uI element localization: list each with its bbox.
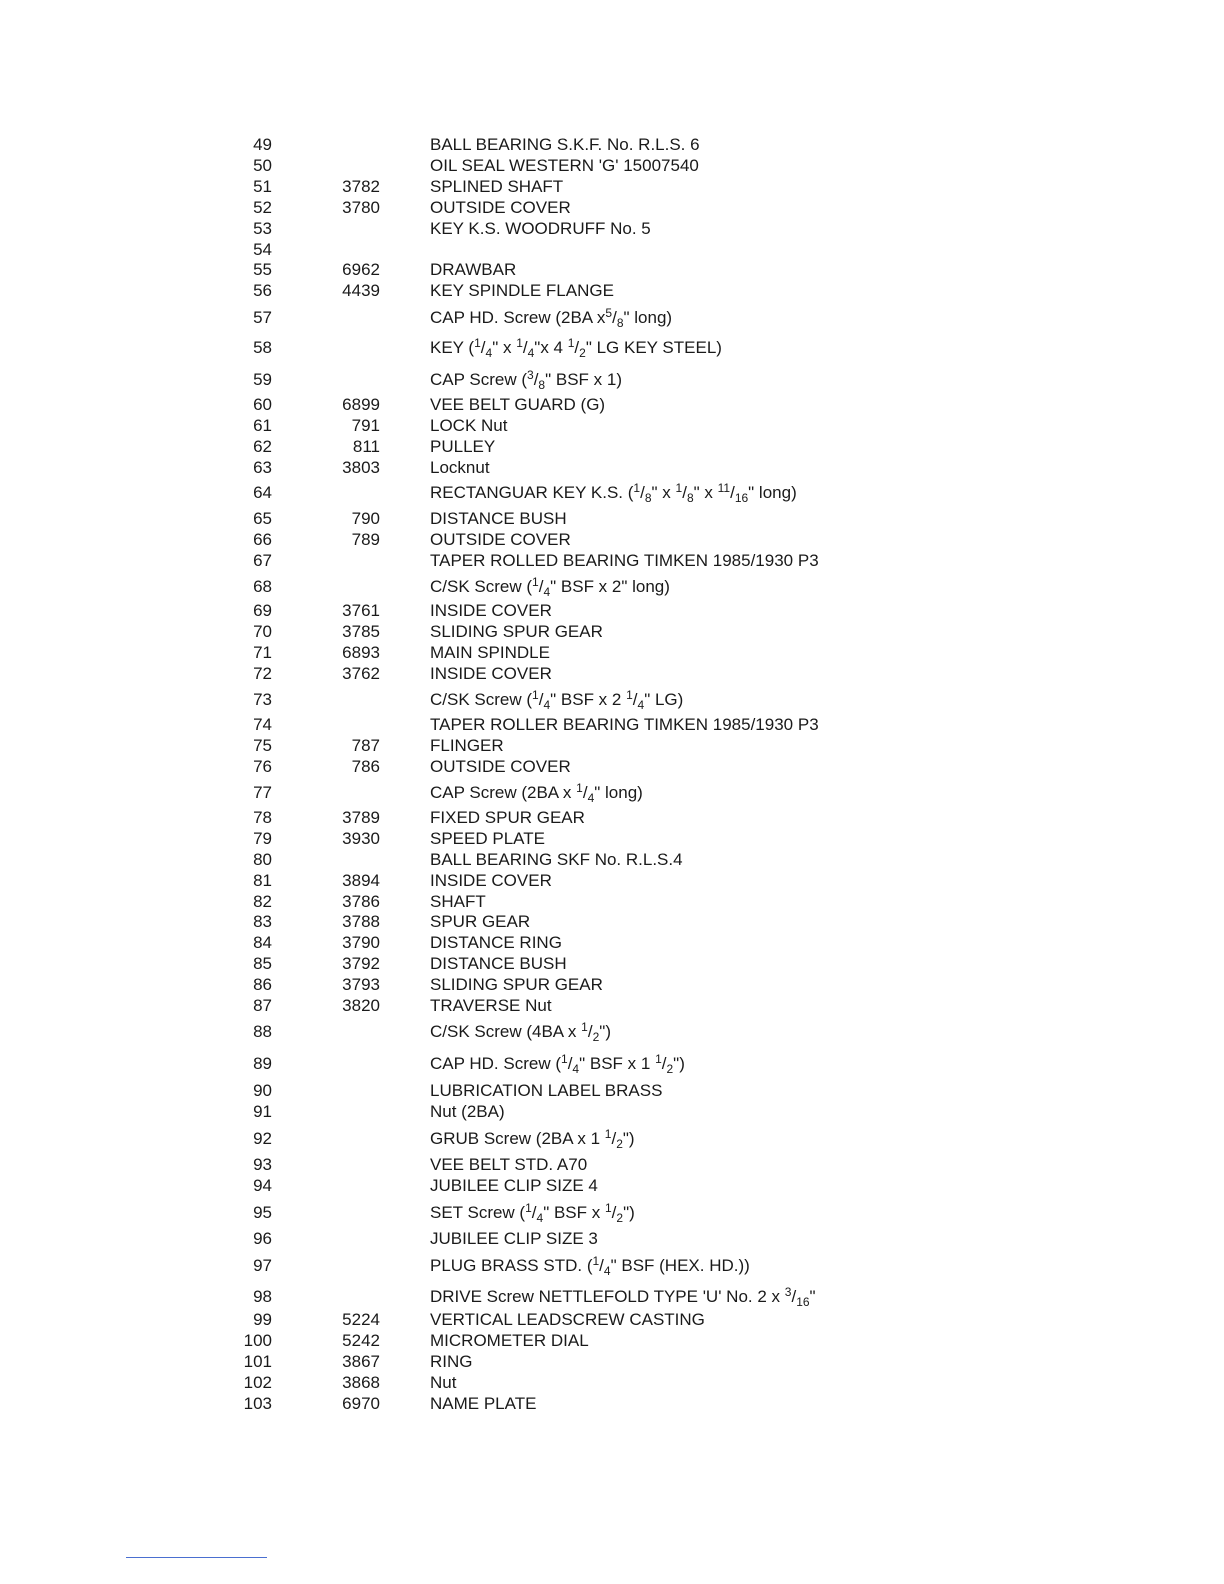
part-number: 6970 [342, 1394, 380, 1413]
part-number: 787 [351, 736, 380, 755]
item-number: 70 [253, 622, 272, 641]
part-description: OIL SEAL WESTERN 'G' 15007540 [430, 156, 699, 175]
part-description: TAPER ROLLER BEARING TIMKEN 1985/1930 P3 [430, 715, 819, 734]
item-number: 80 [253, 850, 272, 869]
part-number: 3786 [342, 892, 380, 911]
part-description: CAP HD. Screw ($^1/_4$" BSF x 1 $^1/_2$") [430, 1052, 685, 1076]
item-number: 84 [253, 933, 272, 952]
part-number: 6893 [342, 643, 380, 662]
parts-row [0, 240, 1224, 260]
parts-row [0, 509, 1224, 529]
parts-row [0, 1199, 1224, 1227]
parts-row [0, 135, 1224, 155]
part-description: Locknut [430, 458, 490, 477]
item-number: 61 [253, 416, 272, 435]
part-description: MICROMETER DIAL [430, 1331, 589, 1350]
part-description: PULLEY [430, 437, 496, 456]
part-description: CAP Screw (2BA x $^1/_4$" long) [430, 781, 643, 805]
part-description: DISTANCE BUSH [430, 509, 567, 528]
part-number: 3789 [342, 808, 380, 827]
item-number: 76 [253, 757, 272, 776]
part-description: DISTANCE BUSH [430, 954, 567, 973]
part-description: INSIDE COVER [430, 871, 552, 890]
part-description: SPLINED SHAFT [430, 177, 564, 196]
part-number: 3762 [342, 664, 380, 683]
part-number: 3785 [342, 622, 380, 641]
item-number: 56 [253, 281, 272, 300]
parts-row [0, 530, 1224, 550]
parts-row [0, 260, 1224, 280]
part-description: VERTICAL LEADSCREW CASTING [430, 1310, 705, 1329]
item-number: 100 [243, 1331, 272, 1350]
parts-row [0, 736, 1224, 756]
part-number: 3867 [342, 1352, 380, 1371]
part-description: BALL BEARING SKF No. R.L.S.4 [430, 850, 683, 869]
part-number: 3788 [342, 912, 380, 931]
parts-row [0, 850, 1224, 870]
part-number: 3820 [342, 996, 380, 1015]
parts-row [0, 1352, 1224, 1372]
parts-row [0, 551, 1224, 571]
item-number: 52 [253, 198, 272, 217]
part-description: DRIVE Screw NETTLEFOLD TYPE 'U' No. 2 x $^3/_{16}$" [430, 1285, 816, 1309]
item-number: 73 [253, 690, 272, 709]
parts-row [0, 1155, 1224, 1175]
item-number: 67 [253, 551, 272, 570]
part-number: 3780 [342, 198, 380, 217]
part-description: LUBRICATION LABEL BRASS [430, 1081, 663, 1100]
parts-row [0, 1331, 1224, 1351]
part-description: DRAWBAR [430, 260, 517, 279]
item-number: 86 [253, 975, 272, 994]
item-number: 77 [253, 783, 272, 802]
parts-row [0, 996, 1224, 1016]
part-description: SPEED PLATE [430, 829, 545, 848]
parts-row [0, 1081, 1224, 1101]
part-description: KEY K.S. WOODRUFF No. 5 [430, 219, 651, 238]
item-number: 90 [253, 1081, 272, 1100]
part-description: TRAVERSE Nut [430, 996, 552, 1015]
part-description: KEY ($^1/_4$" x $^1/_4"x$ 4 $^1/_2$" LG KEY STEEL) [430, 336, 722, 360]
part-description: JUBILEE CLIP SIZE 4 [430, 1176, 598, 1195]
parts-row [0, 871, 1224, 891]
item-number: 72 [253, 664, 272, 683]
parts-row [0, 892, 1224, 912]
part-number: 3793 [342, 975, 380, 994]
part-description: C/SK Screw (4BA x $^1/_2$") [430, 1020, 611, 1044]
item-number: 75 [253, 736, 272, 755]
part-description: INSIDE COVER [430, 664, 552, 683]
part-number: 3803 [342, 458, 380, 477]
parts-row [0, 1050, 1224, 1078]
part-number: 790 [351, 509, 380, 528]
part-description: CAP Screw ($^3/_8$" BSF x 1) [430, 368, 622, 392]
item-number: 96 [253, 1229, 272, 1248]
part-description: VEE BELT STD. A70 [430, 1155, 588, 1174]
parts-row [0, 933, 1224, 953]
part-description: TAPER ROLLED BEARING TIMKEN 1985/1930 P3 [430, 551, 819, 570]
parts-row [0, 437, 1224, 457]
item-number: 91 [253, 1102, 272, 1121]
parts-row [0, 829, 1224, 849]
part-number: 4439 [342, 281, 380, 300]
item-number: 74 [253, 715, 272, 734]
parts-row [0, 219, 1224, 239]
item-number: 49 [253, 135, 272, 154]
item-number: 62 [253, 437, 272, 456]
part-description: SPUR GEAR [430, 912, 531, 931]
item-number: 94 [253, 1176, 272, 1195]
part-description: OUTSIDE COVER [430, 198, 571, 217]
part-number: 3790 [342, 933, 380, 952]
item-number: 60 [253, 395, 272, 414]
parts-row [0, 177, 1224, 197]
item-number: 87 [253, 996, 272, 1015]
parts-row [0, 779, 1224, 807]
item-number: 54 [253, 240, 272, 259]
part-description: GRUB Screw (2BA x 1 $^1/_2$") [430, 1127, 635, 1151]
parts-row [0, 954, 1224, 974]
item-number: 53 [253, 219, 272, 238]
parts-row [0, 304, 1224, 332]
parts-row [0, 573, 1224, 601]
parts-row [0, 808, 1224, 828]
item-number: 55 [253, 260, 272, 279]
part-number: 3761 [342, 601, 380, 620]
item-number: 89 [253, 1054, 272, 1073]
item-number: 57 [253, 308, 272, 327]
parts-row [0, 1283, 1224, 1311]
parts-row [0, 686, 1224, 714]
part-number: 5224 [342, 1310, 380, 1329]
item-number: 92 [253, 1129, 272, 1148]
parts-row [0, 156, 1224, 176]
part-description: SLIDING SPUR GEAR [430, 622, 603, 641]
parts-row [0, 281, 1224, 301]
part-number: 3894 [342, 871, 380, 890]
part-description: SHAFT [430, 892, 486, 911]
item-number: 50 [253, 156, 272, 175]
parts-row [0, 1229, 1224, 1249]
part-description: NAME PLATE [430, 1394, 537, 1413]
item-number: 71 [253, 643, 272, 662]
item-number: 58 [253, 338, 272, 357]
item-number: 83 [253, 912, 272, 931]
item-number: 98 [253, 1287, 272, 1306]
parts-row [0, 715, 1224, 735]
part-description: RING [430, 1352, 473, 1371]
part-number: 3868 [342, 1373, 380, 1392]
part-description: RECTANGUAR KEY K.S. ($^1/_8$" x $^1/_8$" x $^{11}/_{16}$" long) [430, 481, 797, 505]
part-description: BALL BEARING S.K.F. No. R.L.S. 6 [430, 135, 700, 154]
item-number: 102 [243, 1373, 272, 1392]
part-description: INSIDE COVER [430, 601, 552, 620]
parts-row [0, 1310, 1224, 1330]
item-number: 101 [243, 1352, 272, 1371]
item-number: 64 [253, 483, 272, 502]
parts-row [0, 643, 1224, 663]
parts-row [0, 416, 1224, 436]
item-number: 81 [253, 871, 272, 890]
part-number: 3792 [342, 954, 380, 973]
item-number: 85 [253, 954, 272, 973]
parts-row [0, 198, 1224, 218]
item-number: 78 [253, 808, 272, 827]
parts-row [0, 1102, 1224, 1122]
part-description: LOCK Nut [430, 416, 508, 435]
parts-row [0, 366, 1224, 394]
parts-row [0, 458, 1224, 478]
item-number: 95 [253, 1203, 272, 1222]
part-description: SLIDING SPUR GEAR [430, 975, 603, 994]
part-description: FIXED SPUR GEAR [430, 808, 585, 827]
item-number: 51 [253, 177, 272, 196]
parts-row [0, 664, 1224, 684]
part-description: MAIN SPINDLE [430, 643, 550, 662]
part-number: 811 [352, 437, 380, 456]
part-description: C/SK Screw ($^1/_4$" BSF x 2" long) [430, 575, 670, 599]
item-number: 79 [253, 829, 272, 848]
parts-row [0, 1018, 1224, 1046]
part-description: OUTSIDE COVER [430, 530, 571, 549]
parts-row [0, 334, 1224, 362]
part-number: 791 [351, 416, 380, 435]
parts-row [0, 757, 1224, 777]
part-description: KEY SPINDLE FLANGE [430, 281, 614, 300]
part-number: 3930 [342, 829, 380, 848]
part-description: PLUG BRASS STD. ($^1/_4$" BSF (HEX. HD.)) [430, 1254, 750, 1278]
part-description: VEE BELT GUARD (G) [430, 395, 606, 414]
parts-row [0, 1394, 1224, 1414]
parts-row [0, 1373, 1224, 1393]
parts-row [0, 1125, 1224, 1153]
part-description: CAP HD. Screw (2BA $x^5/_8$" long) [430, 306, 673, 330]
parts-row [0, 622, 1224, 642]
item-number: 68 [253, 577, 272, 596]
part-number: 786 [351, 757, 380, 776]
part-description: Nut (2BA) [430, 1102, 505, 1121]
part-number: 5242 [342, 1331, 380, 1350]
part-number: 6899 [342, 395, 380, 414]
part-description: DISTANCE RING [430, 933, 562, 952]
part-description: C/SK Screw ($^1/_4$" BSF x 2 $^1/_4$" LG) [430, 688, 684, 712]
item-number: 63 [253, 458, 272, 477]
item-number: 88 [253, 1022, 272, 1041]
parts-row [0, 601, 1224, 621]
item-number: 97 [253, 1256, 272, 1275]
parts-row [0, 1176, 1224, 1196]
footnote-rule [126, 1557, 267, 1558]
item-number: 65 [253, 509, 272, 528]
parts-row [0, 1252, 1224, 1280]
item-number: 99 [253, 1310, 272, 1329]
part-number: 6962 [342, 260, 380, 279]
item-number: 66 [253, 530, 272, 549]
part-description: SET Screw ($^1/_4$" BSF x $^1/_2$") [430, 1201, 635, 1225]
part-description: JUBILEE CLIP SIZE 3 [430, 1229, 598, 1248]
item-number: 59 [253, 370, 272, 389]
part-number: 3782 [342, 177, 380, 196]
parts-row [0, 975, 1224, 995]
item-number: 82 [253, 892, 272, 911]
item-number: 93 [253, 1155, 272, 1174]
parts-row [0, 479, 1224, 507]
parts-row [0, 395, 1224, 415]
part-description: OUTSIDE COVER [430, 757, 571, 776]
item-number: 69 [253, 601, 272, 620]
part-description: Nut [430, 1373, 457, 1392]
item-number: 103 [243, 1394, 272, 1413]
part-number: 789 [351, 530, 380, 549]
part-description: FLINGER [430, 736, 504, 755]
parts-row [0, 912, 1224, 932]
